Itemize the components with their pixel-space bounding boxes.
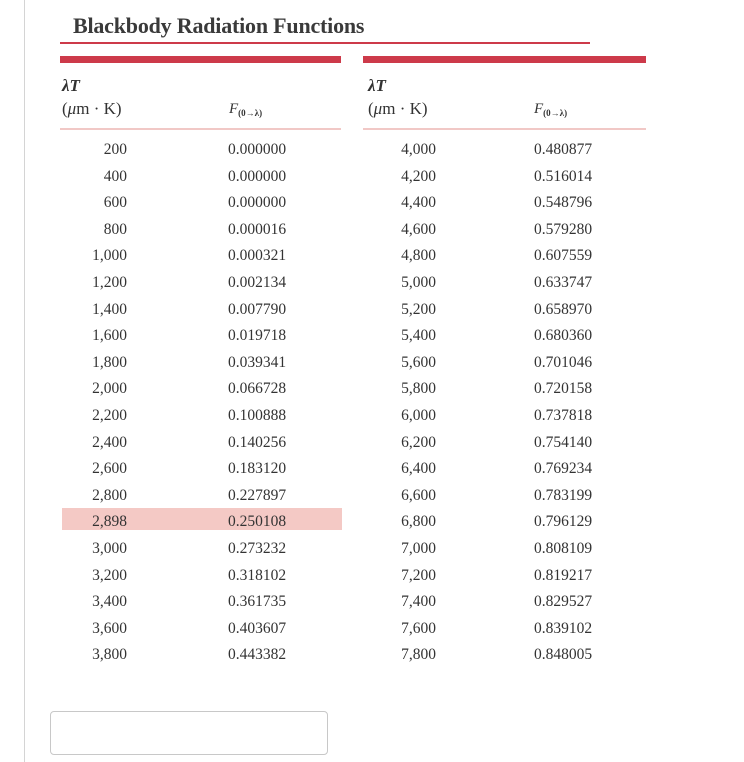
- header-lambda-t-left: λT: [62, 76, 80, 95]
- fraction-cell: 0.000016: [228, 221, 287, 238]
- fraction-cell: 0.516014: [534, 168, 593, 185]
- lambda-t-cell: 6,000: [401, 407, 436, 424]
- fraction-cell: 0.443382: [228, 646, 287, 663]
- fraction-cell: 0.100888: [228, 407, 287, 424]
- header-rule-right: [363, 128, 646, 130]
- answer-input[interactable]: [50, 711, 328, 755]
- lambda-t-cell: 3,000: [92, 540, 127, 557]
- lambda-t-cell: 4,600: [401, 221, 436, 238]
- header-lambda-t-right: λT: [368, 76, 386, 95]
- lambda-t-cell: 6,200: [401, 434, 436, 451]
- fraction-cell: 0.680360: [534, 327, 593, 344]
- fraction-cell: 0.250108: [228, 513, 287, 530]
- fraction-cell: 0.318102: [228, 567, 287, 584]
- fraction-cell: 0.848005: [534, 646, 593, 663]
- lambda-t-cell: 6,400: [401, 460, 436, 477]
- lambda-t-cell: 2,600: [92, 460, 127, 477]
- fraction-cell: 0.273232: [228, 540, 287, 557]
- lambda-t-cell: 2,000: [92, 380, 127, 397]
- lambda-t-cell: 1,800: [92, 354, 127, 371]
- lambda-t-cell: 4,800: [401, 247, 436, 264]
- lambda-t-cell: 3,200: [92, 567, 127, 584]
- lambda-t-cell: 5,000: [401, 274, 436, 291]
- lambda-t-cell: 7,200: [401, 567, 436, 584]
- lambda-t-cell: 4,200: [401, 168, 436, 185]
- fraction-cell: 0.783199: [534, 487, 593, 504]
- fraction-cell: 0.579280: [534, 221, 593, 238]
- header-unit-left: (μm · K): [62, 99, 122, 118]
- fraction-cell: 0.633747: [534, 274, 593, 291]
- fraction-cell: 0.227897: [228, 487, 287, 504]
- lambda-t-cell: 3,600: [92, 620, 127, 637]
- table-top-bar-left: [60, 56, 341, 63]
- lambda-t-cell: 3,800: [92, 646, 127, 663]
- fraction-cell: 0.000000: [228, 141, 287, 158]
- fraction-cell: 0.480877: [534, 141, 593, 158]
- lambda-t-cell: 400: [103, 168, 127, 185]
- lambda-t-cell: 800: [103, 221, 127, 238]
- fraction-cell: 0.000000: [228, 194, 287, 211]
- fraction-cell: 0.701046: [534, 354, 593, 371]
- lambda-t-cell: 5,400: [401, 327, 436, 344]
- lambda-t-cell: 7,400: [401, 593, 436, 610]
- lambda-t-cell: 7,000: [401, 540, 436, 557]
- left-margin-rule: [24, 0, 25, 762]
- fraction-cell: 0.829527: [534, 593, 593, 610]
- fraction-cell: 0.819217: [534, 567, 593, 584]
- fraction-cell: 0.361735: [228, 593, 287, 610]
- lambda-t-cell: 2,898: [92, 513, 127, 530]
- fraction-cell: 0.796129: [534, 513, 593, 530]
- header-fraction-right: $F_{(0\to\lambda)}$: [534, 101, 568, 118]
- lambda-t-cell: 6,800: [401, 513, 436, 530]
- title-underline: [60, 42, 590, 44]
- fraction-cell: 0.839102: [534, 620, 593, 637]
- lambda-t-cell: 7,600: [401, 620, 436, 637]
- lambda-t-cell: 5,800: [401, 380, 436, 397]
- lambda-t-cell: 1,000: [92, 247, 127, 264]
- lambda-t-cell: 3,400: [92, 593, 127, 610]
- header-fraction-left: $F_{(0\to\lambda)}$: [229, 101, 263, 118]
- header-rule-left: [60, 128, 341, 130]
- lambda-t-cell: 2,400: [92, 434, 127, 451]
- fraction-cell: 0.769234: [534, 460, 593, 477]
- lambda-t-cell: 200: [103, 141, 127, 158]
- lambda-t-cell: 1,200: [92, 274, 127, 291]
- lambda-t-cell: 1,400: [92, 301, 127, 318]
- lambda-t-cell: 4,000: [401, 141, 436, 158]
- fraction-cell: 0.754140: [534, 434, 593, 451]
- fraction-cell: 0.140256: [228, 434, 287, 451]
- fraction-cell: 0.000000: [228, 168, 287, 185]
- fraction-cell: 0.183120: [228, 460, 287, 477]
- lambda-t-cell: 600: [103, 194, 127, 211]
- fraction-cell: 0.066728: [228, 380, 287, 397]
- fraction-cell: 0.403607: [228, 620, 287, 637]
- lambda-t-cell: 1,600: [92, 327, 127, 344]
- fraction-cell: 0.548796: [534, 194, 593, 211]
- table-title: Blackbody Radiation Functions: [73, 13, 365, 38]
- fraction-cell: 0.000321: [228, 247, 287, 264]
- fraction-cell: 0.019718: [228, 327, 287, 344]
- fraction-cell: 0.720158: [534, 380, 593, 397]
- fraction-cell: 0.002134: [228, 274, 287, 291]
- lambda-t-cell: 5,200: [401, 301, 436, 318]
- fraction-cell: 0.658970: [534, 301, 593, 318]
- fraction-cell: 0.007790: [228, 301, 287, 318]
- header-unit-right: (μm · K): [368, 99, 428, 118]
- fraction-cell: 0.039341: [228, 354, 287, 371]
- lambda-t-cell: 2,200: [92, 407, 127, 424]
- table-top-bar-right: [363, 56, 646, 63]
- lambda-t-cell: 5,600: [401, 354, 436, 371]
- lambda-t-cell: 2,800: [92, 487, 127, 504]
- lambda-t-cell: 7,800: [401, 646, 436, 663]
- fraction-cell: 0.737818: [534, 407, 593, 424]
- lambda-t-cell: 4,400: [401, 194, 436, 211]
- fraction-cell: 0.607559: [534, 247, 593, 264]
- fraction-cell: 0.808109: [534, 540, 593, 557]
- lambda-t-cell: 6,600: [401, 487, 436, 504]
